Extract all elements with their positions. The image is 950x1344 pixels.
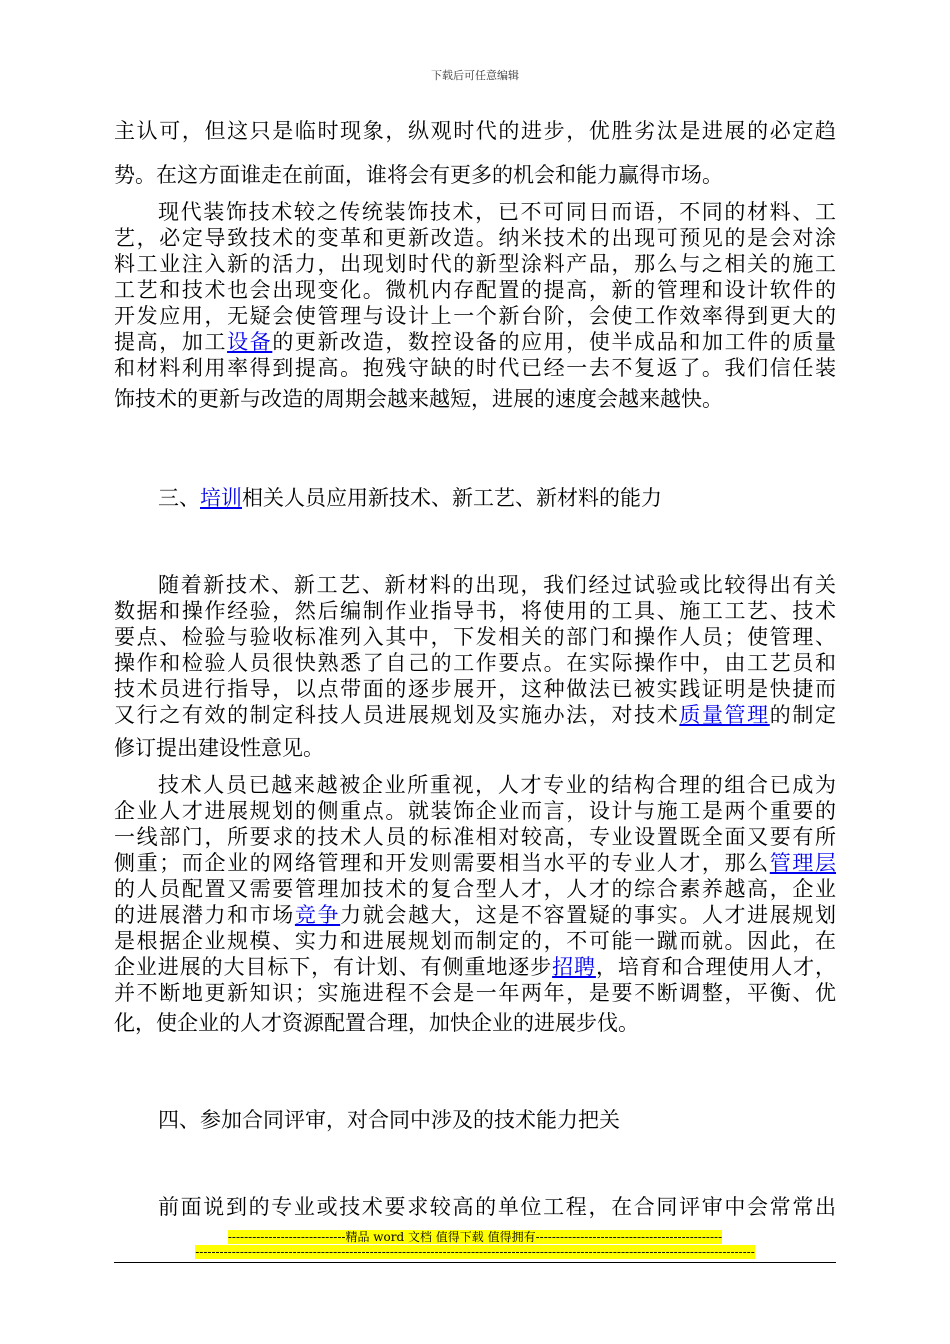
text-line: 是根据企业规模、实力和进展规划而制定的，不可能一蹴而就。因此，在 [114,929,836,953]
section-heading-3 [114,485,836,511]
paragraph-2 [114,199,836,381]
section-heading-4 [114,1107,836,1133]
text-line: 和材料利用率得到提高。抱残守缺的时代已经一去不复返了。我们信任装 [114,356,836,380]
paragraph-3 [114,572,836,728]
text-line: 企业人才进展规划的侧重点。就装饰企业而言，设计与施工是两个重要的 [114,799,836,823]
text-line: 一线部门，所要求的技术人员的标准相对较高，专业设置既全面又要有所 [114,825,836,849]
text-span: 提高，加工 [114,330,228,354]
text-line: 技术人员已越来越被企业所重视，人才专业的结构合理的组合已成为 [158,773,836,797]
text-line: 操作和检验人员很快熟悉了自己的工作要点。在实际操作中，由工艺员和 [114,651,836,675]
text-line: 的人员配置又需要管理加技术的复合型人才，人才的综合素养越高，企业 [114,877,836,901]
paragraph-5 [114,1194,836,1220]
text-line: 随着新技术、新工艺、新材料的出现，我们经过试验或比较得出有关 [158,573,836,597]
text-line: 数据和操作经验，然后编制作业指导书，将使用的工具、施工工艺、技术 [114,599,836,623]
text-line-with-link [114,902,836,928]
text-line: 现代装饰技术较之传统装饰技术，已不可同日而语，不同的材料、工 [158,200,836,224]
text-line: 技术员进行指导，以点带面的逐步展开，这种做法已被实践证明是快捷而 [114,677,836,701]
text-line: 艺，必定导致技术的变革和更新改造。纳米技术的出现可预见的是会对涂 [114,226,836,250]
text-line: 要点、检验与验收标准列入其中，下发相关的部门和操作人员；使管理、 [114,625,836,649]
text-span: 侧重；而企业的网络管理和开发则需要相当水平的专业人才，那么 [114,851,770,875]
text-span: 的进展潜力和市场 [114,903,295,927]
text-line: 并不断地更新知识；实施进程不会是一年两年，是要不断调整，平衡、优 [114,981,836,1005]
footer-dash-text: ------------------------------------------------------------------------------------------------------------------------------------------ [195,1245,755,1259]
text-span: 的更新改造，数控设备的应用，使半成品和加工件的质量 [272,330,837,354]
link-competition[interactable]: 竞争 [294,903,341,927]
text-line: 工艺和技术也会出现变化。微机内存配置的提高，新的管理和设计软件的 [114,278,836,302]
text-span: 企业进展的大目标下，有计划、有侧重地逐步 [114,955,553,979]
text-span: ，培育和合理使用人才， [595,955,836,979]
paragraph-4 [114,772,836,1006]
text-line: 饰技术的更新与改造的周期会越来越短，进展的速度会越来越快。 [114,387,723,411]
link-management-layer[interactable]: 管理层 [769,851,837,875]
heading-text: 四、参加合同评审，对合同中涉及的技术能力把关 [158,1108,620,1132]
text-line: 料工业注入新的活力，出现划时代的新型涂料产品，那么与之相关的施工 [114,252,836,276]
link-quality-management[interactable]: 质量管理 [679,703,770,727]
text-span: 的制定 [769,703,837,727]
text-line: 势。在这方面谁走在前面，谁将会有更多的机会和能力赢得市场。 [114,163,723,187]
text-line: 主认可，但这只是临时现象，纵观时代的进步，优胜劣汰是进展的必定趋 [114,119,836,143]
footer-banner [0,1228,950,1245]
text-line: 前面说到的专业或技术要求较高的单位工程，在合同评审中会常常出 [158,1195,836,1219]
text-span: 又行之有效的制定科技人员进展规划及实施办法，对技术 [114,703,680,727]
footer-rule [114,1262,836,1263]
paragraph-2-end [114,386,836,412]
footer-dash-line [0,1245,950,1259]
text-line-with-link [114,702,836,728]
link-equipment[interactable]: 设备 [227,330,273,354]
heading-text: 相关人员应用新技术、新工艺、新材料的能力 [242,486,662,510]
text-span: 力就会越大，这是不容置疑的事实。人才进展规划 [340,903,837,927]
paragraph-1 [114,118,836,144]
text-line: 化，使企业的人才资源配置合理，加快企业的进展步伐。 [114,1011,639,1035]
text-line-with-link [114,850,836,876]
link-recruitment[interactable]: 招聘 [552,955,596,979]
footer-banner-text: -----------------------------精品 word 文档 值得下载 值得拥有---------------------------------------------- [227,1230,723,1244]
text-line-with-link [114,954,836,980]
link-training[interactable]: 培训 [200,486,242,510]
paragraph-4-end [114,1010,836,1036]
page-header: 下载后可任意编辑 [431,69,519,82]
paragraph-1-end [114,162,836,188]
text-line-with-link [114,329,836,355]
heading-prefix: 三、 [158,486,200,510]
text-line: 开发应用，无疑会使管理与设计上一个新台阶，会使工作效率得到更大的 [114,304,836,328]
text-line: 修订提出建设性意见。 [114,736,324,760]
paragraph-3-end [114,735,836,761]
